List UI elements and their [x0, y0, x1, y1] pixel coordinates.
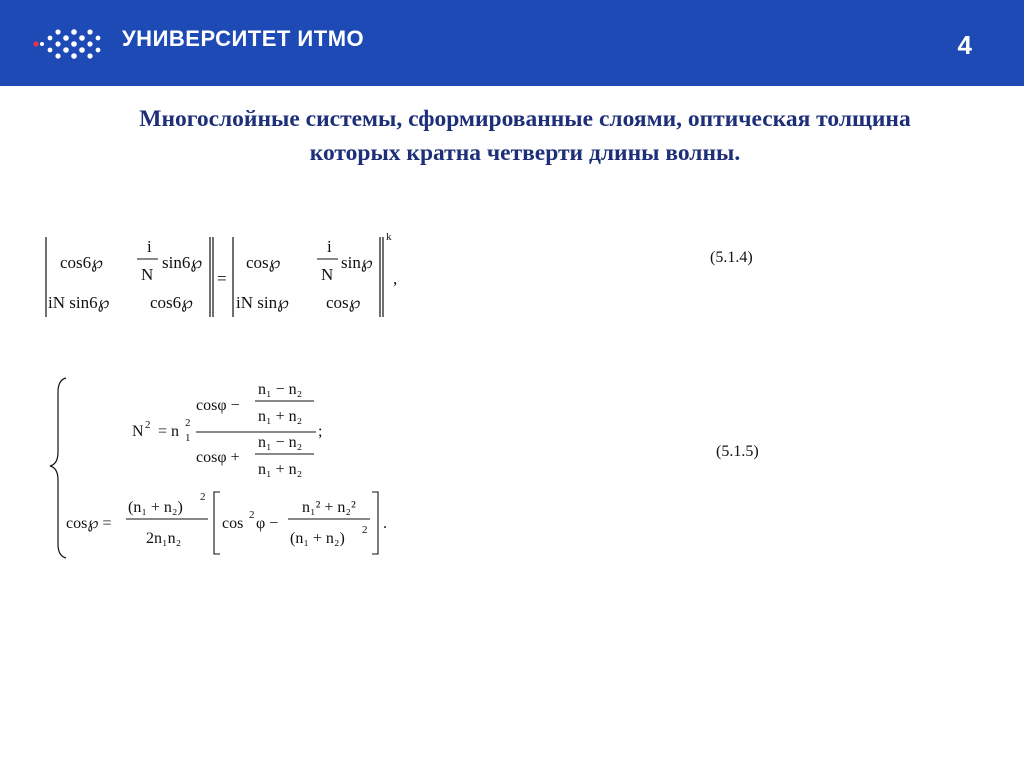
m12-right-tail: sin℘: [341, 253, 373, 272]
paren-sum: (n₁ + n₂): [128, 499, 183, 516]
semicolon: ;: [318, 423, 323, 440]
cos2-tail: φ −: [256, 515, 279, 532]
paren-sum-sq: 2: [200, 491, 206, 503]
m21-left: iN sin6℘: [48, 293, 110, 312]
den-diff: n₁ − n₂: [258, 434, 303, 451]
cos2-sup: 2: [249, 509, 255, 521]
m22-left: cos6℘: [150, 293, 194, 312]
m22-right: cos℘: [326, 293, 361, 312]
num-diff: n₁ − n₂: [258, 381, 303, 398]
cos2-text: cos: [222, 515, 244, 532]
m11-right: cos℘: [246, 253, 281, 272]
den-2n1n2: 2n₁n₂: [146, 530, 182, 547]
squares-sum: n₁² + n₂²: [302, 499, 356, 516]
lhs-N-sup: 2: [145, 419, 151, 431]
trailing-comma: ,: [393, 269, 398, 288]
system-brace: [50, 378, 66, 558]
cos-phi-plus: cosφ +: [196, 449, 240, 466]
period: .: [383, 515, 387, 532]
logo-text: УНИВЕРСИТЕТ ИТМО: [122, 26, 365, 51]
m11-left: cos6℘: [60, 253, 104, 272]
m12-left-num: i: [147, 237, 152, 256]
equation-number-5-1-4: (5.1.4): [710, 249, 753, 266]
m12-right-num: i: [327, 237, 332, 256]
den-paren-sum: (n₁ + n₂): [290, 530, 345, 547]
lhs2-cos: cos℘ =: [66, 515, 112, 532]
title-line-2: которых кратна четверти длины волны.: [309, 140, 741, 166]
equals-sign: =: [217, 269, 227, 288]
matrix-exponent: k: [386, 231, 392, 243]
n1-sup: 2: [185, 417, 191, 429]
m12-right-den: N: [321, 265, 334, 284]
left-bracket: [214, 492, 220, 554]
equals-n: = n: [158, 423, 180, 440]
right-bracket: [372, 492, 378, 554]
title-line-1: Многослойные системы, сформированные слоями, оптическая толщина: [139, 106, 911, 132]
m12-left-tail: sin6℘: [162, 253, 203, 272]
cos-phi-minus: cosφ −: [196, 397, 240, 414]
n1-sub: 1: [185, 432, 191, 444]
den-sum: n₁ + n₂: [258, 461, 303, 478]
page-number: 4: [957, 30, 972, 60]
equation-number-5-1-5: (5.1.5): [716, 443, 759, 460]
num-sum: n₁ + n₂: [258, 408, 303, 425]
den-paren-sum-sq: 2: [362, 524, 368, 536]
m21-right: iN sin℘: [236, 293, 289, 312]
m12-left-den: N: [141, 265, 154, 284]
lhs-N: N: [132, 423, 144, 440]
